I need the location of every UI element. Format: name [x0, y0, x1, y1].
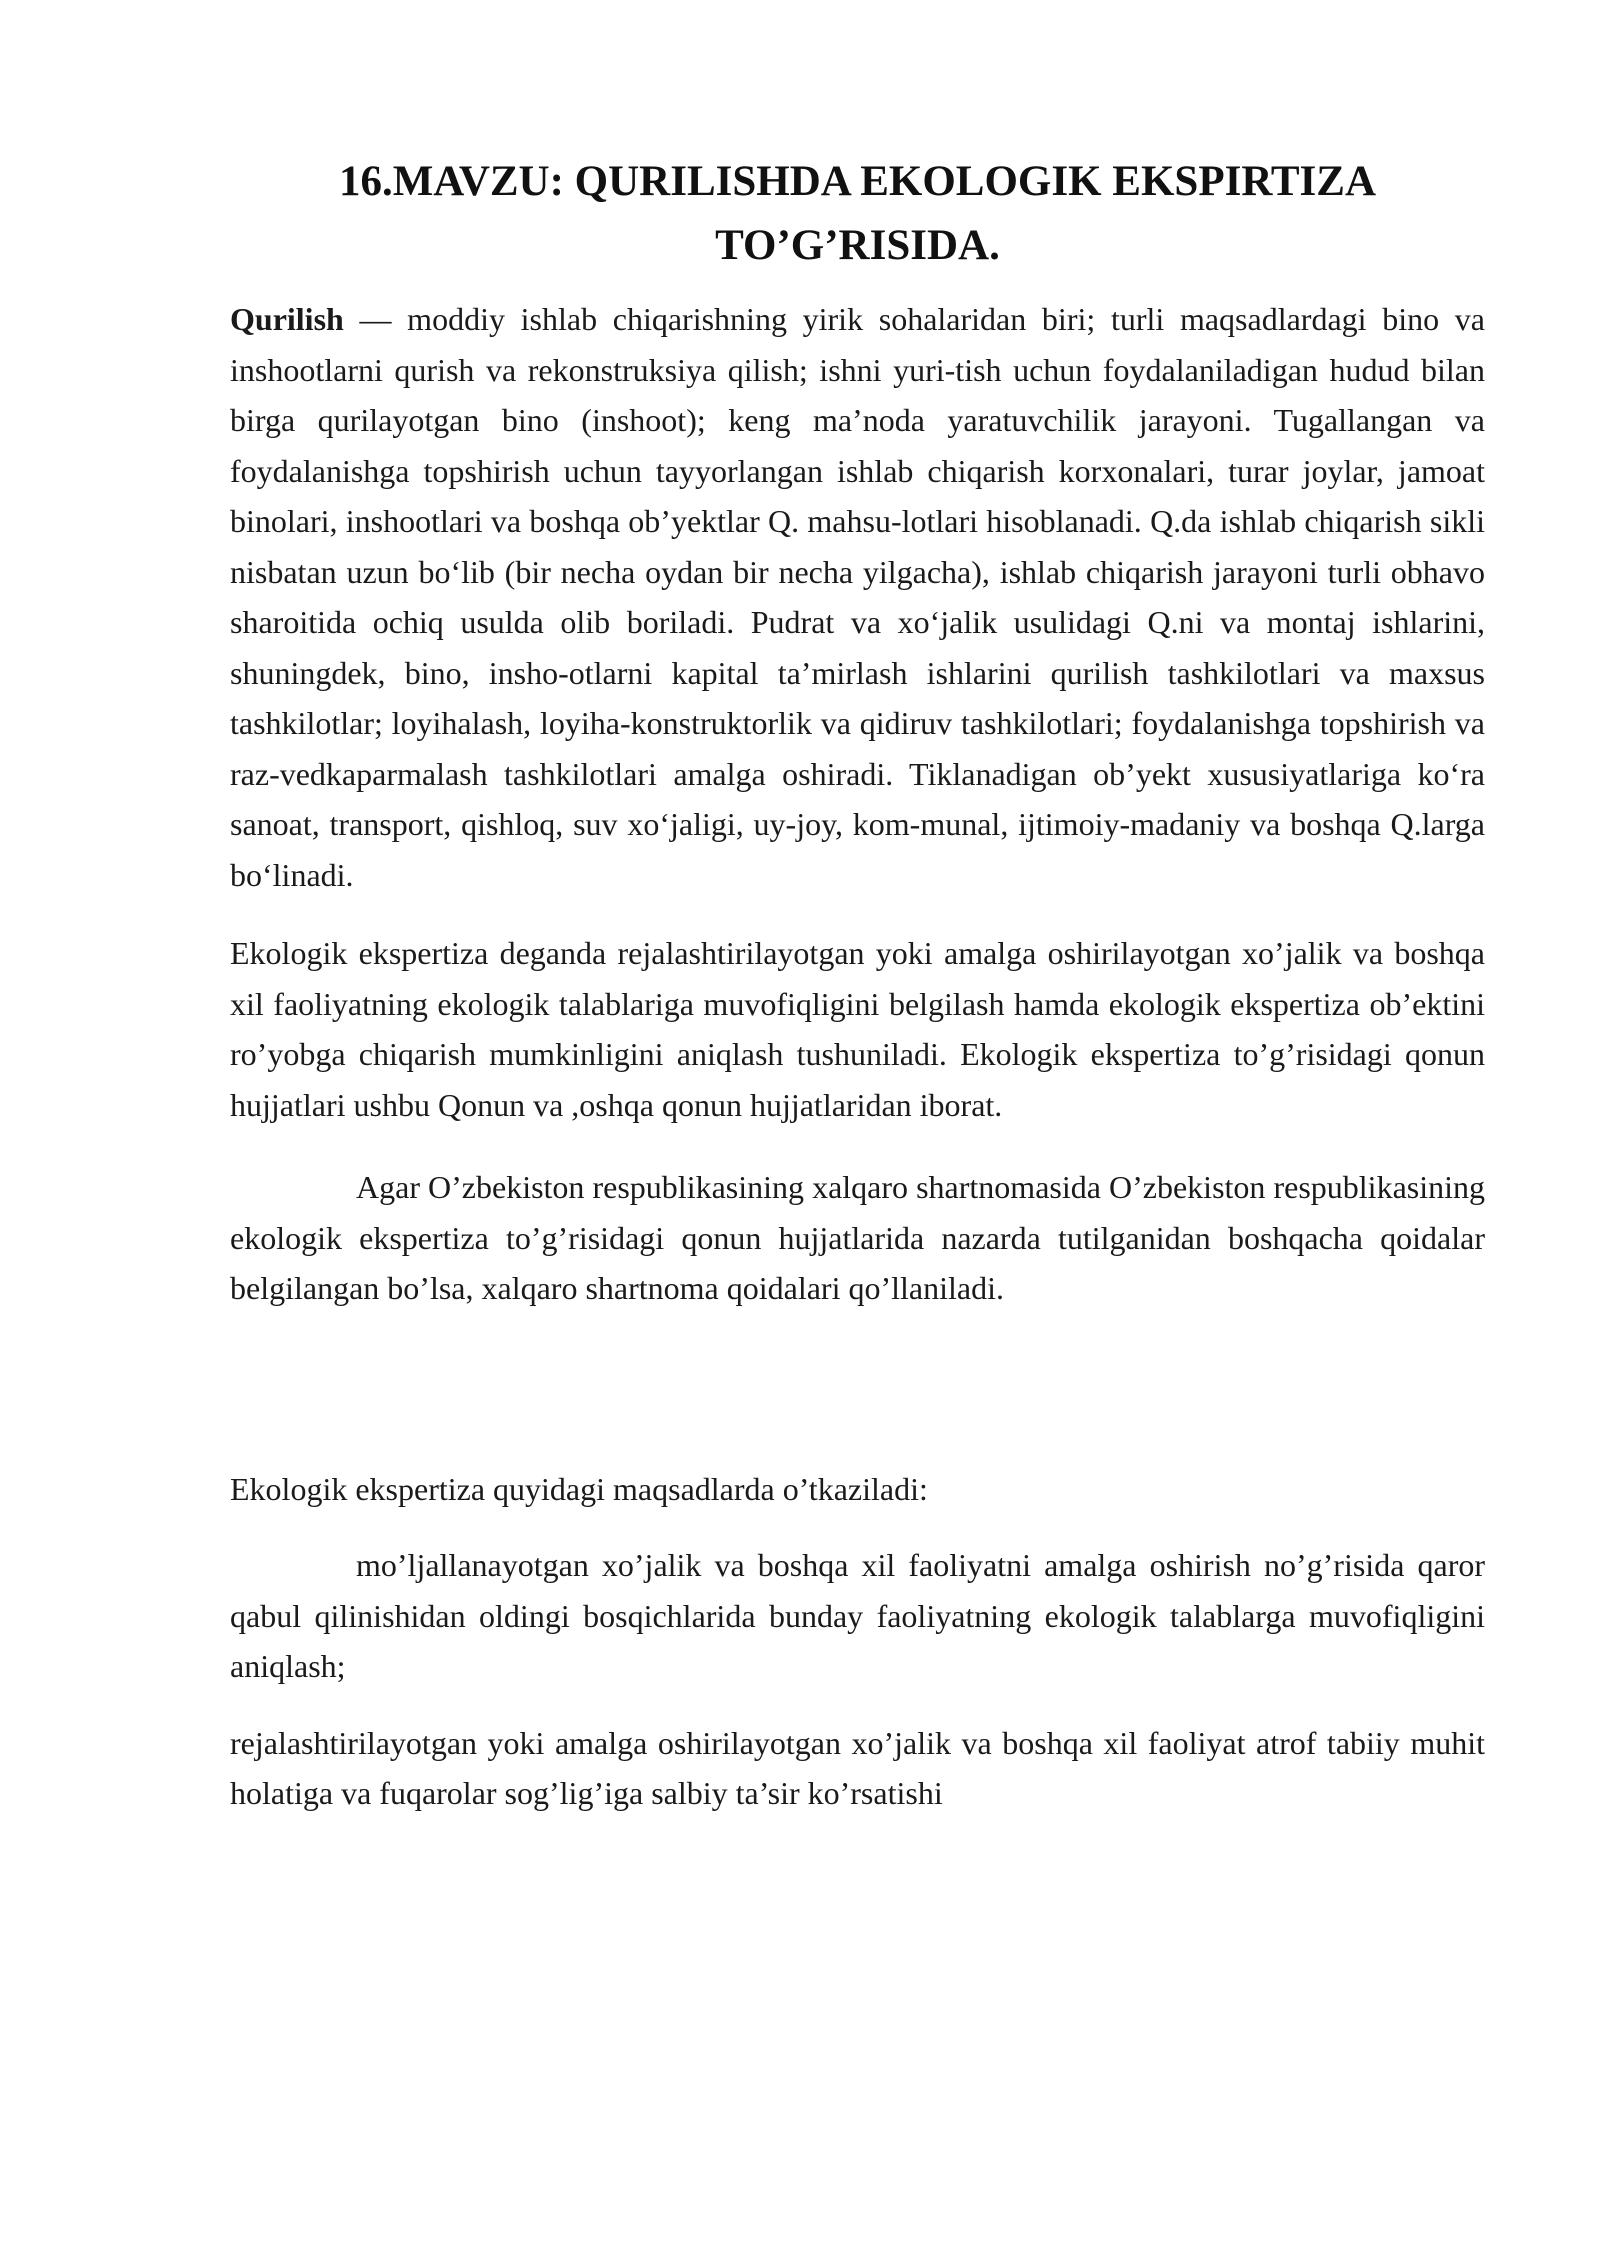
paragraph-international-treaty: Agar O’zbekiston respublikasining xalqaro shartnomasida O’zbekiston respublikasining ekologik ekspertiza to’g’risidagi qonun hujjatlarida nazarda tutilganidan boshqacha qoidalar belgilangan bo’lsa, xalqaro shartnoma qoidalari qo’llaniladi. — [230, 1169, 1485, 1306]
paragraph-qurilish — [230, 294, 1485, 900]
page-title — [230, 150, 1485, 278]
paragraph-qurilish-text: — moddiy ishlab chiqarishning yirik sohalaridan biri; turli maqsadlardagi bino va inshootlarni qurish va rekonstruksiya qilish; ishni yuri-tish uchun foydalaniladigan hudud bilan birga qurilayotgan bino (inshoot); keng maʼnoda yaratuvchilik jarayoni. Tugallangan va foydalanishga topshirish uchun tayyorlangan ishlab chiqarish korxonalari, turar joylar, jamoat binolari, inshootlari va boshqa obʼyektlar Q. mahsu-lotlari hisoblanadi. Q.da ishlab chiqarish sikli nisbatan uzun boʻlib (bir necha oydan bir necha yilgacha), ishlab chiqarish jarayoni turli obhavo sharoitida ochiq usulda olib boriladi. Pudrat va xoʻjalik usulidagi Q.ni va montaj ishlarini, shuningdek, bino, insho-otlarni kapital taʼmirlash ishlarini qurilish tashkilotlari va maxsus tashkilotlar; loyihalash, loyiha-konstruktorlik va qidiruv tashkilotlari; foydalanishga topshirish va raz-vedkaparmalash tashkilotlari amalga oshiradi. Tiklanadigan obʼyekt xususiyatlariga koʻra sanoat, transport, qishloq, suv xoʻjaligi, uy-joy, kom-munal, ijtimoiy-madaniy va boshqa Q.larga boʻlinadi. — [230, 301, 1485, 893]
paragraph-ekologik-ekspertiza-definition: Ekologik ekspertiza deganda rejalashtirilayotgan yoki amalga oshirilayotgan xo’jalik va boshqa xil faoliyatning ekologik talablariga muvofiqligini belgilash hamda ekologik ekspertiza ob’ektini ro’yobga chiqarish mumkinligini aniqlash tushuniladi. Ekologik ekspertiza to’g’risidagi qonun hujjatlari ushbu Qonun va ,oshqa qonun hujjatlaridan iborat. — [230, 935, 1485, 1123]
paragraph-purpose-2: rejalashtirilayotgan yoki amalga oshirilayotgan xo’jalik va boshqa xil faoliyat atrof tabiiy muhit holatiga va fuqarolar sog’lig’iga salbiy ta’sir ko’rsatishi — [230, 1724, 1485, 1811]
paragraph-purpose-1: mo’ljallanayotgan xo’jalik va boshqa xil faoliyatni amalga oshirish no’g’risida qaror qabul qilinishidan oldingi bosqichlarida bunday faoliyatning ekologik talablarga muvofiqligini aniqlash; — [230, 1547, 1485, 1684]
title-line-1: 16.MAVZU: QURILISHDA EKOLOGIK EKSPIRTIZA — [338, 158, 1377, 205]
title-line-2: TO’G’RISIDA. — [715, 222, 1000, 269]
document-page — [230, 150, 1485, 1819]
paragraph-purposes-intro: Ekologik ekspertiza quyidagi maqsadlarda o’tkaziladi: — [230, 1470, 928, 1507]
term-qurilish: Qurilish — [230, 301, 344, 337]
